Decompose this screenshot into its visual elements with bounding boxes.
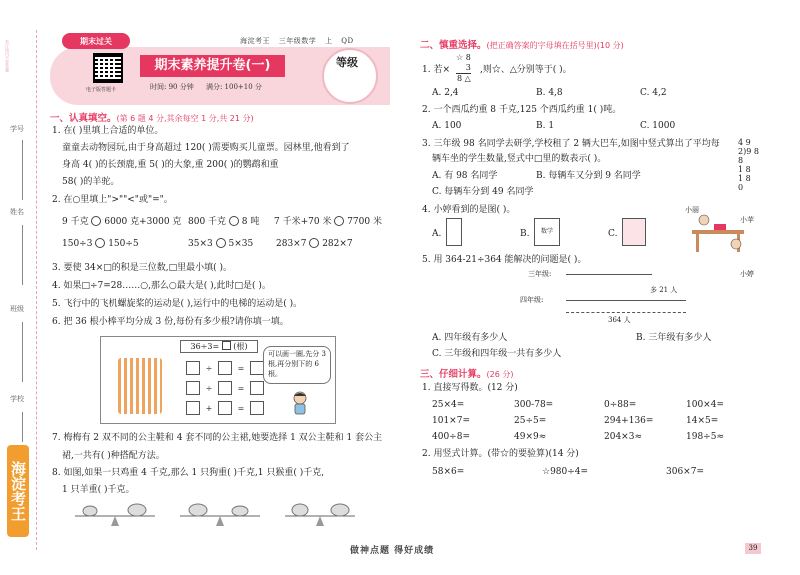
- compare-right: 7700 米: [347, 217, 382, 227]
- compare-circle[interactable]: [91, 216, 101, 226]
- puzzle-row: ☆ 8: [456, 53, 471, 62]
- vertical-calc: 58×6=: [432, 467, 465, 477]
- school-label: 学校: [10, 395, 24, 403]
- exam-badge: 期末过关: [62, 33, 130, 49]
- question-1-line-c: 58( )的羊驼。: [62, 177, 120, 187]
- scale-icon: [75, 504, 155, 526]
- compare-left: 800 千克: [188, 217, 227, 227]
- op-divide: ÷: [205, 363, 213, 373]
- option[interactable]: A. 100: [432, 121, 462, 131]
- option[interactable]: B.: [520, 229, 530, 239]
- meta-item: 三年级数学: [278, 37, 317, 45]
- fill-box[interactable]: [250, 361, 264, 375]
- fill-box[interactable]: [186, 401, 200, 415]
- option[interactable]: C.: [608, 229, 618, 239]
- total-brace: [566, 312, 686, 313]
- option[interactable]: C. 4,2: [640, 88, 667, 98]
- grade3-bar: [566, 274, 652, 275]
- student-id-line: [22, 140, 23, 200]
- question-8-line-b: 1 只羊重( )千克。: [62, 485, 135, 495]
- binding-note: 装订线内不要答题: [5, 40, 10, 72]
- question-2: 2. 在○里填上">""<"或"="。: [52, 195, 173, 205]
- division-row: 4 9: [738, 138, 751, 147]
- compare-right: 6000 克+3000 克: [104, 217, 182, 227]
- op-equals: =: [237, 383, 245, 393]
- class-label: 班级: [10, 305, 24, 313]
- meta-item: 海淀考王: [240, 37, 270, 45]
- exam-info: [150, 82, 272, 92]
- fill-box[interactable]: [218, 401, 232, 415]
- calc-cell: 294+136=: [604, 416, 654, 426]
- compare-right: 282×7: [322, 239, 353, 249]
- s2-q1-pre: 1. 若×: [422, 65, 450, 75]
- view-c-icon: [622, 218, 646, 246]
- page-title: 期末素养提升卷(一): [140, 55, 285, 77]
- box-row: [186, 358, 264, 378]
- option[interactable]: B. 三年级有多少人: [636, 333, 712, 343]
- compare-row-2b: [188, 238, 253, 250]
- compare-circle[interactable]: [309, 238, 319, 248]
- calc-cell: 198÷5≈: [686, 432, 724, 442]
- scale-icon: [180, 504, 260, 526]
- compare-row-1: [62, 216, 181, 228]
- option[interactable]: C. 每辆车分到 49 名同学: [432, 187, 534, 197]
- question-5: 5. 飞行中的飞机螺旋桨的运动是( ),运行中的电梯的运动是( )。: [52, 299, 303, 309]
- qr-caption: 电子版答题卡: [86, 87, 117, 93]
- puzzle-row: 3: [465, 63, 471, 72]
- view-b-book: 数学: [534, 218, 560, 246]
- fill-box[interactable]: [218, 361, 232, 375]
- s2-question-3-line-a: 3. 三年级 98 名同学去研学,学校租了 2 辆大巴车,如图中竖式算出了平均每: [422, 139, 720, 149]
- option[interactable]: A.: [432, 229, 442, 239]
- compare-circle[interactable]: [95, 238, 105, 248]
- multiplication-puzzle: [456, 53, 471, 84]
- question-1: 1. 在( )里填上合适的单位。: [52, 126, 164, 136]
- grade3-label: 三年级:: [528, 270, 552, 278]
- compare-circle[interactable]: [334, 216, 344, 226]
- option[interactable]: C. 三年级和四年级一共有多少人: [432, 349, 562, 359]
- grade-label: 等级: [336, 56, 358, 69]
- student-id-label: 学号: [10, 125, 24, 133]
- question-1-line-a: 童童去动物园玩,由于身高超过 120( )需要购买儿童票。园林里,他看到了: [62, 143, 350, 153]
- section2-title: 二、慎重选择。: [420, 40, 487, 51]
- division-row: 1 8: [738, 174, 751, 183]
- name-line: [22, 225, 23, 285]
- compare-row-2c: [276, 238, 353, 250]
- s2-question-3-line-b: 辆车坐的学生数量,竖式中□里的数表示( )。: [432, 154, 607, 164]
- footer-slogan: 做神点题 得好成绩: [350, 546, 435, 556]
- option[interactable]: C. 1000: [640, 121, 676, 131]
- desk-scene-icon: [692, 214, 744, 254]
- name-label: 姓名: [10, 208, 24, 216]
- s3-question-2: 2. 用竖式计算。(带☆的要验算)(14 分): [422, 449, 579, 459]
- puzzle-row: 8 △: [457, 74, 471, 83]
- school-line: [22, 412, 23, 442]
- calc-cell: 400÷8=: [432, 432, 470, 442]
- option[interactable]: B. 每辆车又分到 9 名同学: [536, 171, 641, 181]
- fill-box[interactable]: [250, 381, 264, 395]
- grade4-bar: [566, 300, 686, 301]
- brand-logo: 海淀考王: [7, 445, 29, 537]
- fill-box[interactable]: [186, 361, 200, 375]
- binding-line: [36, 30, 37, 550]
- formula-unit: (根): [233, 342, 248, 351]
- calc-cell: 0÷88=: [604, 400, 637, 410]
- question-4: 4. 如果□÷7=28……○,那么○最大是( ),此时□是( )。: [52, 281, 271, 291]
- division-row: 8: [738, 156, 744, 165]
- long-division: [738, 138, 759, 192]
- compare-row-1c: [274, 216, 382, 228]
- compare-row-1b: [188, 216, 259, 228]
- fill-box[interactable]: [250, 401, 264, 415]
- compare-row-2: [62, 238, 139, 250]
- section3-note: (26 分): [486, 370, 514, 379]
- qr-code-icon[interactable]: [93, 53, 123, 83]
- division-row: 0: [738, 183, 744, 192]
- child-label: 小苹: [740, 216, 754, 224]
- question-7-line-b: 裙,一共有( )种搭配方法。: [62, 451, 165, 461]
- calc-cell: 300-78=: [514, 400, 554, 410]
- compare-left: 7 千米+70 米: [274, 217, 332, 227]
- calc-cell: 101×7=: [432, 416, 470, 426]
- section3-heading: [420, 366, 513, 380]
- vertical-calc: 306×7=: [666, 467, 704, 477]
- compare-left: 9 千克: [62, 217, 89, 227]
- page-number: 39: [745, 543, 761, 554]
- division-row: 2)9 8: [738, 147, 759, 156]
- s2-question-2: 2. 一个西瓜约重 8 千克,125 个西瓜约重 1( )吨。: [422, 105, 622, 115]
- option[interactable]: A. 有 98 名同学: [432, 171, 498, 181]
- formula-blank[interactable]: [222, 341, 231, 350]
- binding-sidebar: [0, 0, 44, 575]
- child-label: 小丽: [685, 206, 699, 214]
- s2-q1-post: ,则☆、△分别等于( )。: [480, 65, 572, 75]
- view-a-icon: [446, 218, 462, 246]
- question-7-line-a: 7. 梅梅有 2 双不同的公主鞋和 4 套不同的公主裙,她要选择 1 双公主鞋和 1 套公主: [52, 433, 383, 443]
- question-8-line-a: 8. 如图,如果一只鸡重 4 千克,那么 1 只狗重( )千克,1 只猴重( )千克,: [52, 468, 325, 478]
- question-3: 3. 要使 34×□的积是三位数,□里最小填( )。: [52, 263, 233, 273]
- box-row: [186, 378, 264, 398]
- op-equals: =: [237, 403, 245, 413]
- section2-heading: [420, 37, 624, 51]
- vertical-calc: ☆980÷4=: [542, 467, 589, 477]
- calc-cell: 49×9≈: [514, 432, 547, 442]
- balance-scales-figure: [75, 498, 355, 528]
- compare-left: 35×3: [188, 239, 213, 249]
- section1-note: (第 6 题 4 分,其余每空 1 分,共 21 分): [116, 114, 254, 123]
- question-6: 6. 把 36 根小棒平均分成 3 份,每份有多少根?请你填一填。: [52, 317, 289, 327]
- section1-title: 一、认真填空。: [50, 113, 117, 124]
- section2-note: (把正确答案的字母填在括号里)(10 分): [486, 41, 624, 50]
- fill-box[interactable]: [218, 381, 232, 395]
- s3-question-1: 1. 直接写得数。(12 分): [422, 383, 518, 393]
- fill-box[interactable]: [186, 381, 200, 395]
- compare-left: 150÷3: [62, 239, 93, 249]
- hint-speech-bubble: 可以画一圈,先分 3 根,再分别下的 6 根。: [263, 346, 331, 384]
- calc-cell: 25×4=: [432, 400, 465, 410]
- calc-cell: 204×3≈: [604, 432, 642, 442]
- compare-circle[interactable]: [216, 238, 226, 248]
- op-plus: +: [205, 403, 213, 413]
- box-row: [186, 398, 264, 418]
- boy-icon: [290, 390, 310, 416]
- formula-text: 36÷3=: [190, 342, 220, 351]
- option[interactable]: B. 4,8: [536, 88, 563, 98]
- s2-question-1: [422, 64, 450, 76]
- more-label: 多 21 人: [650, 286, 678, 294]
- exam-score: 满分: 100+10 分: [205, 83, 262, 91]
- option[interactable]: A. 2,4: [432, 88, 459, 98]
- division-row: 1 8: [738, 165, 751, 174]
- question-1-line-b: 身高 4( )的长颈鹿,重 5( )的大象,重 200( )的鹦鹉和重: [62, 160, 279, 170]
- s2-question-4: 4. 小婷看到的是图( )。: [422, 205, 516, 215]
- exam-time: 时间: 90 分钟: [150, 83, 194, 91]
- scale-icon: [285, 504, 355, 526]
- op-equals: =: [237, 363, 245, 373]
- option[interactable]: B. 1: [536, 121, 555, 131]
- sticks-icon: [118, 358, 162, 414]
- meta-item: QD: [341, 37, 354, 45]
- division-formula: [180, 340, 258, 353]
- s2-question-5: 5. 用 364-21÷364 能解决的问题是( )。: [422, 255, 587, 265]
- grade4-label: 四年级:: [520, 296, 544, 304]
- option[interactable]: A. 四年级有多少人: [432, 333, 508, 343]
- compare-circle[interactable]: [229, 216, 239, 226]
- op-divide: ÷: [205, 383, 213, 393]
- header-meta: [240, 36, 360, 46]
- calc-cell: 14×5=: [686, 416, 719, 426]
- compare-right: 8 吨: [241, 217, 260, 227]
- section3-title: 三、仔细计算。: [420, 369, 487, 380]
- total-label: 364 人: [608, 316, 631, 324]
- class-line: [22, 322, 23, 382]
- compare-left: 283×7: [276, 239, 307, 249]
- section1-heading: [50, 110, 254, 124]
- meta-item: 上: [324, 37, 333, 45]
- child-label: 小婷: [740, 270, 754, 278]
- compare-right: 5×35: [228, 239, 254, 249]
- fill-box-grid: [186, 358, 264, 418]
- calc-cell: 100×4=: [686, 400, 724, 410]
- calc-cell: 25÷5=: [514, 416, 547, 426]
- compare-right: 150÷5: [108, 239, 139, 249]
